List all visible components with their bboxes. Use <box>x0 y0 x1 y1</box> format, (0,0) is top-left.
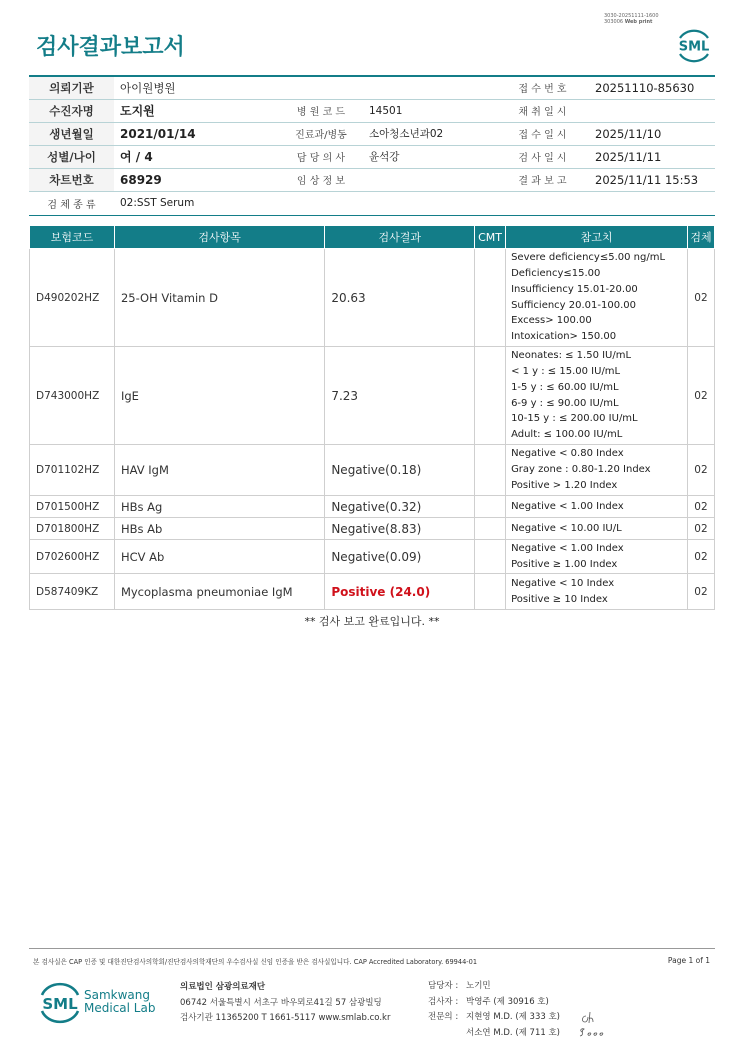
receipt-no-value: 20251110-85630 <box>589 76 715 99</box>
staff-value: 노기민 <box>466 981 491 991</box>
test-result: 20.63 <box>325 249 475 347</box>
table-row <box>30 574 715 610</box>
reference-line: Negative < 10 Index <box>511 578 615 590</box>
test-code: D587409KZ <box>30 574 115 610</box>
col-header-item: 검사항목 <box>114 226 324 249</box>
test-code: D701102HZ <box>30 445 115 496</box>
staff-row <box>428 995 560 1011</box>
reference-line: Negative < 0.80 Index <box>511 448 624 460</box>
reference-line: Deficiency≤15.00 <box>511 268 601 280</box>
chart-no-label: 차트번호 <box>29 168 114 191</box>
test-reference <box>506 496 688 518</box>
test-reference <box>506 445 688 496</box>
reference-line: Gray zone : 0.80-1.20 Index <box>511 464 651 476</box>
clinical-info-value <box>363 168 496 191</box>
table-row <box>30 445 715 496</box>
test-specimen: 02 <box>687 347 714 445</box>
staff-label: 담당자 : <box>428 981 459 991</box>
test-cmt <box>475 574 506 610</box>
col-header-code: 보험코드 <box>30 226 115 249</box>
org-address: 06742 서울특별시 서초구 바우뫼로41길 57 삼광빌딩 <box>180 997 382 1008</box>
staff-label: 전문의 : <box>428 1012 459 1022</box>
test-item: HAV IgM <box>114 445 324 496</box>
test-cmt <box>475 445 506 496</box>
org-name: 의료법인 삼광의료재단 <box>180 982 266 992</box>
test-reference <box>506 249 688 347</box>
col-header-ref: 참고치 <box>506 226 688 249</box>
print-code <box>604 13 659 25</box>
reference-line: 10-15 y : ≤ 200.00 IU/mL <box>511 413 638 425</box>
reference-line: Positive > 1.20 Index <box>511 479 618 491</box>
footer-divider <box>29 948 715 949</box>
page-number: Page 1 of 1 <box>667 956 710 965</box>
birth-date-value: 2021/01/14 <box>114 122 279 145</box>
receipt-date-label: 접 수 일 시 <box>496 122 589 145</box>
test-code: D702600HZ <box>30 540 115 574</box>
clinical-info-label: 임 상 정 보 <box>279 168 363 191</box>
signature-icon <box>576 1008 612 1040</box>
test-item: HBs Ag <box>114 496 324 518</box>
test-code: D701500HZ <box>30 496 115 518</box>
reference-line: Negative < 1.00 Index <box>511 543 624 554</box>
test-specimen: 02 <box>687 496 714 518</box>
reference-line: 6-9 y : ≤ 90.00 IU/mL <box>511 397 619 409</box>
reference-line: Negative < 10.00 IU/L <box>511 522 622 534</box>
hospital-code-label: 병 원 코 드 <box>279 99 363 122</box>
patient-name-value: 도지원 <box>114 99 279 122</box>
test-result: Negative(0.18) <box>325 445 475 496</box>
department-value: 소아청소년과02 <box>363 122 496 145</box>
reference-line: Intoxication> 150.00 <box>511 330 617 342</box>
org-contact: 검사기관 11365200 T 1661-5117 www.smlab.co.kr <box>180 1013 391 1023</box>
reference-line: Excess> 100.00 <box>511 315 592 327</box>
report-complete-text: ** 검사 보고 완료입니다. ** <box>304 615 440 628</box>
sex-age-label: 성별/나이 <box>29 145 114 168</box>
results-table <box>29 225 715 610</box>
test-item: 25-OH Vitamin D <box>114 249 324 347</box>
brand-line2: Medical Lab <box>84 1001 156 1015</box>
test-item: Mycoplasma pneumoniae IgM <box>114 574 324 610</box>
table-row <box>30 496 715 518</box>
staff-row <box>428 979 560 995</box>
collection-date-value <box>589 99 715 122</box>
test-item: IgE <box>114 347 324 445</box>
col-header-cmt: CMT <box>475 226 506 249</box>
test-code: D490202HZ <box>30 249 115 347</box>
print-code-line1: 3030-20251111-1600 <box>604 13 659 19</box>
test-result: Negative(8.83) <box>325 518 475 540</box>
specimen-type-value: 02:SST Serum <box>114 191 715 215</box>
reference-line: Neonates: ≤ 1.50 IU/mL <box>511 350 632 362</box>
test-cmt <box>475 518 506 540</box>
doctor-value: 윤석강 <box>363 145 496 168</box>
certification-text: 본 검사실은 CAP 인증 및 대한진단검사의학회/진단검사의학재단의 우수검사실 신임 인증을 받은 검사실입니다. CAP Accredited Laboratory. 69944-01 <box>33 958 478 966</box>
requesting-org-label: 의뢰기관 <box>29 76 114 99</box>
brand-line1: Samkwang <box>84 988 150 1002</box>
staff-label <box>428 1026 466 1042</box>
test-cmt <box>475 540 506 574</box>
reference-line: Severe deficiency≤5.00 ng/mL <box>511 252 666 264</box>
reference-line: Positive ≥ 10 Index <box>511 593 608 605</box>
table-row <box>30 347 715 445</box>
patient-name-label: 수진자명 <box>29 99 114 122</box>
specimen-type-label: 검 체 종 류 <box>29 191 114 215</box>
test-result: Negative(0.09) <box>325 540 475 574</box>
test-item: HBs Ab <box>114 518 324 540</box>
sml-logo-icon <box>674 26 714 64</box>
receipt-date-value: 2025/11/10 <box>589 122 715 145</box>
staff-row <box>428 1026 560 1042</box>
sml-footer-logo-text: SML <box>42 995 78 1013</box>
report-date-value: 2025/11/11 15:53 <box>589 168 715 191</box>
test-reference <box>506 540 688 574</box>
test-date-label: 검 사 일 시 <box>496 145 589 168</box>
reference-line: Sufficiency 20.01-100.00 <box>511 299 637 311</box>
test-specimen: 02 <box>687 445 714 496</box>
requesting-org-value: 아이원병원 <box>114 76 496 99</box>
reference-line: Positive ≥ 1.00 Index <box>511 558 618 570</box>
reference-line: < 1 y : ≤ 15.00 IU/mL <box>511 366 621 378</box>
footer-staff <box>428 979 560 1041</box>
test-date-value: 2025/11/11 <box>589 145 715 168</box>
test-code: D701800HZ <box>30 518 115 540</box>
test-reference <box>506 518 688 540</box>
staff-value: 서소연 M.D. (제 711 호) <box>466 1027 561 1038</box>
staff-row <box>428 1010 560 1026</box>
reference-line: Insufficiency 15.01-20.00 <box>511 283 638 295</box>
page-title: 검사결과보고서 <box>36 35 185 60</box>
receipt-no-label: 접 수 번 호 <box>496 76 589 99</box>
staff-value: 지현영 M.D. (제 333 호) <box>466 1012 561 1022</box>
print-label: Web print <box>624 19 653 25</box>
collection-date-label: 채 취 일 시 <box>496 99 589 122</box>
footer-organization <box>180 980 390 1027</box>
doctor-label: 담 당 의 사 <box>279 145 363 168</box>
col-header-result: 검사결과 <box>325 226 475 249</box>
test-specimen: 02 <box>687 540 714 574</box>
hospital-code-value: 14501 <box>363 99 496 122</box>
test-specimen: 02 <box>687 574 714 610</box>
test-item: HCV Ab <box>114 540 324 574</box>
footer-brand <box>84 989 155 1015</box>
test-result: 7.23 <box>325 347 475 445</box>
birth-date-label: 생년월일 <box>29 122 114 145</box>
test-cmt <box>475 347 506 445</box>
sml-logo-text: SML <box>678 39 710 55</box>
reference-line: 1-5 y : ≤ 60.00 IU/mL <box>511 381 619 393</box>
test-reference <box>506 347 688 445</box>
department-label: 진료과/병동 <box>279 122 363 145</box>
test-code: D743000HZ <box>30 347 115 445</box>
reference-line: Adult: ≤ 100.00 IU/mL <box>511 428 623 440</box>
test-specimen: 02 <box>687 249 714 347</box>
test-cmt <box>475 249 506 347</box>
reference-line: Negative < 1.00 Index <box>511 500 624 512</box>
patient-info-table <box>29 75 715 216</box>
col-header-specimen: 검체 <box>687 226 714 249</box>
table-row <box>30 249 715 347</box>
test-specimen: 02 <box>687 518 714 540</box>
test-result: Positive (24.0) <box>325 574 475 610</box>
test-reference <box>506 574 688 610</box>
table-row <box>30 540 715 574</box>
report-date-label: 결 과 보 고 <box>496 168 589 191</box>
table-row <box>30 518 715 540</box>
test-result: Negative(0.32) <box>325 496 475 518</box>
staff-label: 검사자 : <box>428 996 459 1007</box>
sex-age-value: 여 / 4 <box>114 145 279 168</box>
staff-value: 박영주 (제 30916 호) <box>466 996 549 1007</box>
sml-footer-logo-icon <box>37 980 83 1026</box>
chart-no-value: 68929 <box>114 168 279 191</box>
test-cmt <box>475 496 506 518</box>
print-code-line2: 303006 <box>604 19 624 25</box>
